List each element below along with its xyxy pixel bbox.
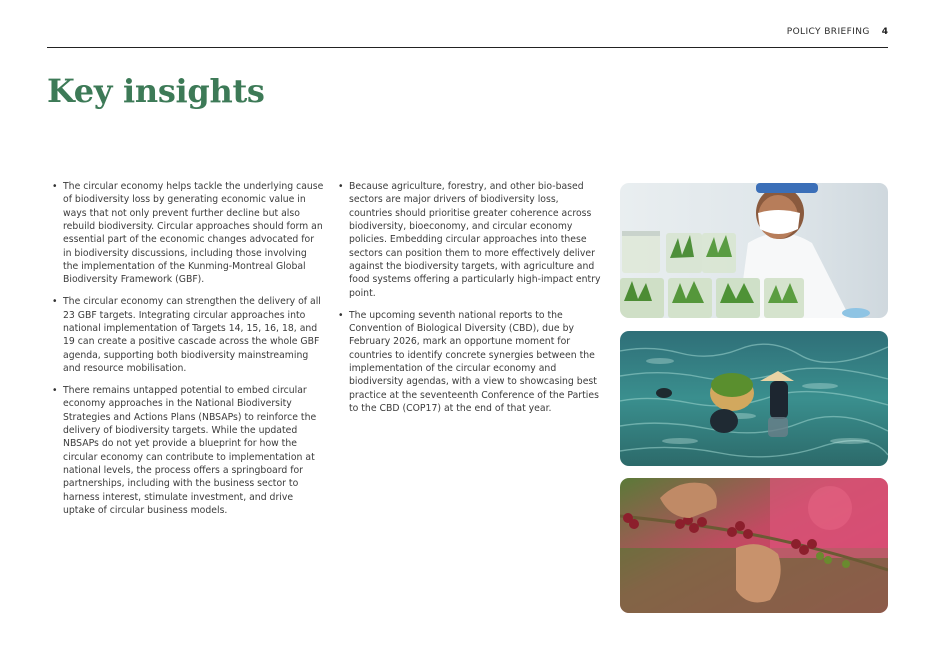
coffee-harvest-photo (620, 478, 888, 613)
lab-plant-culture-photo (620, 183, 888, 318)
insights-column-left (52, 180, 324, 526)
page-header (787, 27, 888, 37)
bullet-item: • Because agriculture, forestry, and other bio-based sectors are major drivers of biodiversity loss, countries should prioritise greater coherence across biodiversity, bioeconomy, and circular economy policies. Embedding circular approaches into these sectors can position them to more effectively deliver against the biodiversity targets, with agriculture and food systems offering a particularly high-impact entry point. (338, 180, 604, 300)
bullet-item: • There remains untapped potential to embed circular economy approaches in the National Biodiversity Strategies and Actions Plans (NBSAPs) to reinforce the delivery of biodiversity targets. While the updated NBSAPs do not yet provide a blueprint for how the circular economy can contribute to implementation at national levels, the process offers a springboard for partnerships, including with the business sector to harness interest, stimulate investment, and drive uptake of circular business models. (52, 384, 324, 517)
header-label: POLICY BRIEFING (786, 27, 870, 37)
insights-column-right (338, 180, 604, 424)
seaweed-farming-photo (620, 331, 888, 466)
bullet-item: • The upcoming seventh national reports to the Convention of Biological Diversity (CBD), due by February 2026, mark an opportune moment for countries to identify concrete synergies between the implementation of the circular economy and biodiversity agendas, with a view to showcasing best practice at the seventeenth Conference of the Parties to the CBD (COP17) at the end of that year. (338, 309, 604, 416)
header-rule (47, 47, 888, 48)
page-title: Key insights (47, 72, 265, 110)
bullet-item: • The circular economy can strengthen the delivery of all 23 GBF targets. Integrating circular approaches into national implementation of Targets 14, 15, 16, 18, and 19 can create a positive cascade across the whole GBF agenda, supporting both biodiversity mainstreaming and resource mobilisation. (52, 295, 324, 375)
bullet-item: • The circular economy helps tackle the underlying cause of biodiversity loss by generating economic value in ways that not only prevent further decline but also rebuild biodiversity. Circular approaches should form an essential part of the economic changes advocated for in biodiversity discussions, including those involving the implementation of the Kunming-Montreal Global Biodiversity Framework (GBF). (52, 180, 324, 287)
page-number: 4 (881, 27, 888, 37)
